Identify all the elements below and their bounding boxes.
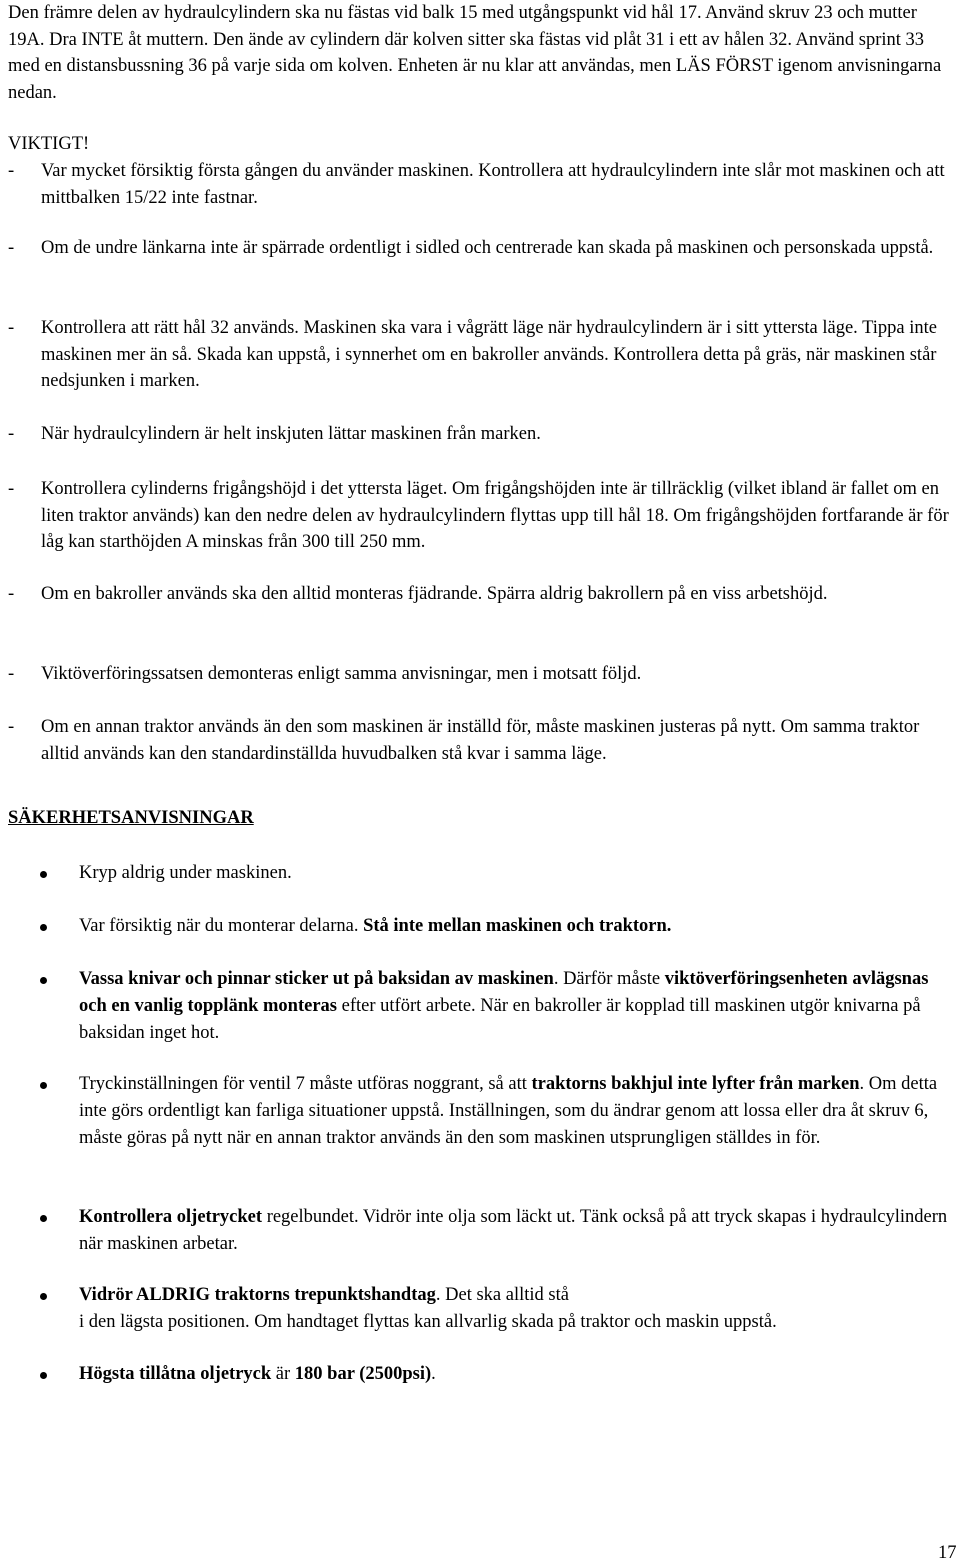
bullet-dot-icon [40, 1215, 47, 1222]
safety-text [79, 860, 953, 887]
important-label: VIKTIGT! [8, 134, 90, 154]
safety-text [79, 913, 953, 940]
safety-text [79, 966, 953, 1046]
warning-text: När hydraulcylindern är helt inskjuten lättar maskinen från marken. [41, 424, 541, 444]
bold-text-run: viktöverföringsenheten avlägsnas och en vanlig topplänk monteras [79, 969, 929, 1016]
bold-text-run: Stå inte mellan maskinen och traktorn. [363, 916, 672, 936]
text-run: . [431, 1364, 436, 1384]
dash-marker: - [8, 584, 15, 604]
warning-text: Om en annan traktor används än den som maskinen är inställd för, måste maskinen justeras på nytt. Om samma traktor alltid används kan den standardinställda huvudbalken stå kvar i samma läge. [41, 717, 920, 764]
dash-marker: - [8, 161, 15, 181]
text-run: Tryckinställningen för ventil 7 måste utföras noggrant, så att [79, 1074, 532, 1094]
warning-text: Om en bakroller används ska den alltid monteras fjädrande. Spärra aldrig bakrollern på en viss arbetshöjd. [41, 584, 828, 604]
warning-item [8, 581, 953, 608]
bullet-dot-icon [40, 1293, 47, 1300]
text-run: . Om detta inte görs ordentligt kan farliga situationer uppstå. Inställningen, som du ändrar genom att lossa eller dra åt skruv 6, måste göras på nytt när en annan traktor används än den som maskinen utsprungligen ställdes in för. [79, 1074, 938, 1148]
safety-bullet [8, 1204, 953, 1258]
warning-item [8, 421, 953, 448]
safety-text [79, 1282, 953, 1336]
warning-item [8, 235, 953, 262]
text-run: . Därför måste [553, 969, 665, 989]
warning-item [8, 315, 953, 395]
text-run: i den lägsta positionen. Om handtaget flyttas kan allvarlig skada på traktor och maskin uppstå. [79, 1311, 777, 1332]
safety-text [79, 1071, 953, 1151]
text-run: är [271, 1364, 295, 1384]
dash-marker: - [8, 717, 15, 737]
text-run: Var försiktig när du monterar delarna. [79, 916, 364, 936]
bold-text-run: Högsta tillåtna oljetryck [79, 1364, 272, 1384]
safety-text [79, 1361, 953, 1388]
warning-item [8, 714, 953, 767]
text-run: Kryp aldrig under maskinen. [79, 863, 292, 883]
warning-text: Var mycket försiktig första gången du använder maskinen. Kontrollera att hydraulcylindern inte slår mot maskinen och att mittbalken 15/22 inte fastnar. [41, 161, 945, 208]
dash-marker: - [8, 424, 15, 444]
bullet-dot-icon [40, 977, 47, 984]
bold-text-run: Vassa knivar och pinnar sticker ut på baksidan av maskinen [79, 969, 554, 989]
text-run: regelbundet. Vidrör inte olja som läckt ut. Tänk också på att tryck skapas i hydraulcylindern när maskinen arbetar. [79, 1207, 948, 1254]
safety-bullet [8, 1071, 953, 1151]
bold-text-run: 180 bar (2500psi) [294, 1364, 432, 1384]
text-run: . Det ska alltid stå [435, 1285, 569, 1305]
dash-marker: - [8, 664, 15, 684]
text-run: efter utfört arbete. När en bakroller är kopplad till maskinen utgör knivarna på baksidan inget hot. [79, 995, 921, 1043]
safety-text [79, 1204, 953, 1258]
page-number: 17 [938, 1543, 957, 1563]
warning-text: Kontrollera att rätt hål 32 används. Maskinen ska vara i vågrätt läge när hydraulcylindern är i sitt yttersta läge. Tippa inte maskinen mer än så. Skada kan uppstå, i synnerhet om en bakroller används. Kontrollera detta på gräs, när maskinen står nedsjunken i marken. [41, 318, 937, 391]
dash-marker: - [8, 238, 15, 258]
bullet-dot-icon [40, 1082, 47, 1089]
bold-text-run: Kontrollera oljetrycket [79, 1207, 263, 1227]
safety-bullet [8, 966, 953, 1046]
bullet-dot-icon [40, 1372, 47, 1379]
safety-bullet [8, 1282, 953, 1336]
warning-item [8, 476, 953, 556]
bullet-dot-icon [40, 871, 47, 878]
bold-text-run: Vidrör ALDRIG traktorns trepunktshandtag [79, 1285, 436, 1305]
warning-text: Kontrollera cylinderns frigångshöjd i det yttersta läget. Om frigångshöjden inte är tillräcklig (vilket ibland är fallet om en liten traktor används) kan den nedre delen av hydraulcylindern flyttas upp till hål 18. Om frigångshöjden fortfarande är för låg kan starthöjden A minskas från 300 till 250 mm. [41, 479, 949, 552]
dash-marker: - [8, 318, 15, 338]
warning-item [8, 661, 953, 688]
warning-text: Om de undre länkarna inte är spärrade ordentligt i sidled och centrerade kan skada på maskinen och personskada uppstå. [41, 238, 934, 258]
warning-item [8, 158, 953, 211]
safety-heading: SÄKERHETSANVISNINGAR [8, 808, 254, 828]
bullet-dot-icon [40, 924, 47, 931]
warning-text: Viktöverföringssatsen demonteras enligt samma anvisningar, men i motsatt följd. [41, 664, 642, 684]
bold-text-run: traktorns bakhjul inte lyfter från marken [531, 1074, 860, 1094]
safety-bullet [8, 1361, 953, 1388]
dash-marker: - [8, 479, 15, 499]
safety-bullet [8, 860, 953, 887]
safety-bullet [8, 913, 953, 940]
intro-paragraph: Den främre delen av hydraulcylindern ska nu fästas vid balk 15 med utgångspunkt vid hål 17. Använd skruv 23 och mutter 19A. Dra INTE åt muttern. Den ände av cylindern där kolven sitter ska fästas vid plåt 31 i ett av hålen 32. Använd sprint 33 med en distansbussning 36 på varje sida om kolven. Enheten är nu klar att användas, men LÄS FÖRST igenom anvisningarna nedan. [8, 3, 942, 103]
